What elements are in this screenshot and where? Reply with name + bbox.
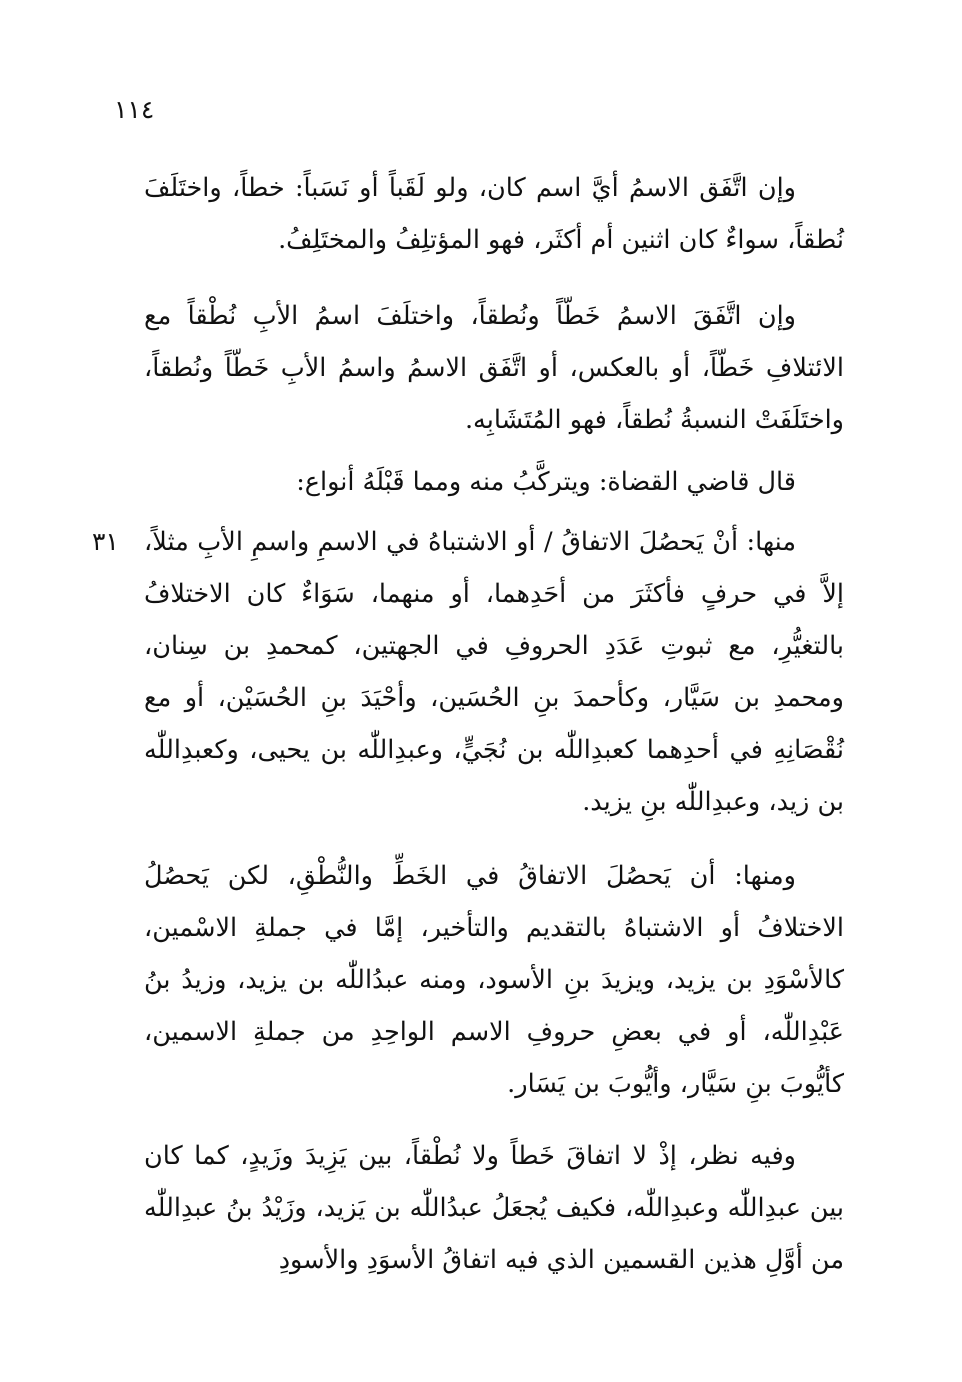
page-number: ١١٤ (114, 95, 155, 124)
paragraph-1: وإن اتَّفَق الاسمُ أيَّ اسم كان، ولو لَقَباً أو نَسَباً: خطاً، واختَلَفَ نُطقاً، سواءٌ كان اثنين أم أكثَر، فهو المؤتلِفُ والمختَلِفُ. (144, 173, 844, 255)
paragraph-4: منها: أنْ يَحصُلَ الاتفاقُ / أو الاشتباهُ في الاسمِ واسمِ الأبِ مثلاً، إلاَّ في حرفٍ فأكثَرَ من أحَدِهما، أو منهما، سَوَاءٌ كان الاختلافُ بالتغيُّرِ، مع ثبوتِ عَدَدِ الحروفِ في الجهتين، كمحمدِ بن سِنان، ومحمدِ بن سَيَّار، وكأحمدَ بنِ الحُسَين، وأحْيَدَ بنِ الحُسَيْن، أو مع نُقْصَانِهِ في أحدِهما كعبدِاللّٰه بن نُجَيٍّ، وعبدِاللّٰه بن يحيى، وكعبدِاللّٰه بن زيد، وعبدِاللّٰه بنِ يزيد. (144, 527, 844, 817)
paragraph-6: وفيه نظر، إذْ لا اتفاقَ خَطاً ولا نُطْقاً، بين يَزِيدَ وزَيدٍ، كما كان بين عبدِاللّٰه وعبدِاللّٰه، فكيف يُجعَلُ عبدُاللّٰه بن يَزيد، وزَيْدُ بنُ عبدِاللّٰه من أوَّلِ هذين القسمين الذي فيه اتفاقُ الأسوَدِ والأسودِ (144, 1141, 844, 1275)
paragraph-5: ومنها: أن يَحصُلَ الاتفاقُ في الخَطِّ والنُّطْقِ، لكن يَحصُلُ الاختلافُ أو الاشتباهُ بالتقديم والتأخير، إمَّا في جملةِ الاسْمين، كالأسْوَدِ بن يزيد، ويزيدَ بنِ الأسود، ومنه عبدُاللّٰه بن يزيد، وزيدُ بنُ عَبْدِاللّٰه، أو في بعضِ حروفِ الاسم الواحِدِ من جملةِ الاسمين، كأيُّوبَ بنِ سَيَّار، وأيُّوبَ بن يَسَار. (144, 861, 844, 1099)
paragraph-3: قال قاضي القضاة: ويتركَّبُ منه ومما قَبْلَهُ أنواع: (296, 467, 796, 497)
paragraph-2: وإن اتَّفَقَ الاسمُ خَطّاً ونُطقاً، واختلَفَ اسمُ الأبِ نُطْقاً مع الائتلافِ خَطّاً، أو بالعكس، أو اتَّفَق الاسمُ واسمُ الأبِ خَطّاً ونُطقاً، واختَلَفَتْ النسبةُ نُطقاً، فهو المُتَشَابِه. (144, 301, 844, 435)
margin-folio-number: ٣١ (92, 527, 119, 556)
